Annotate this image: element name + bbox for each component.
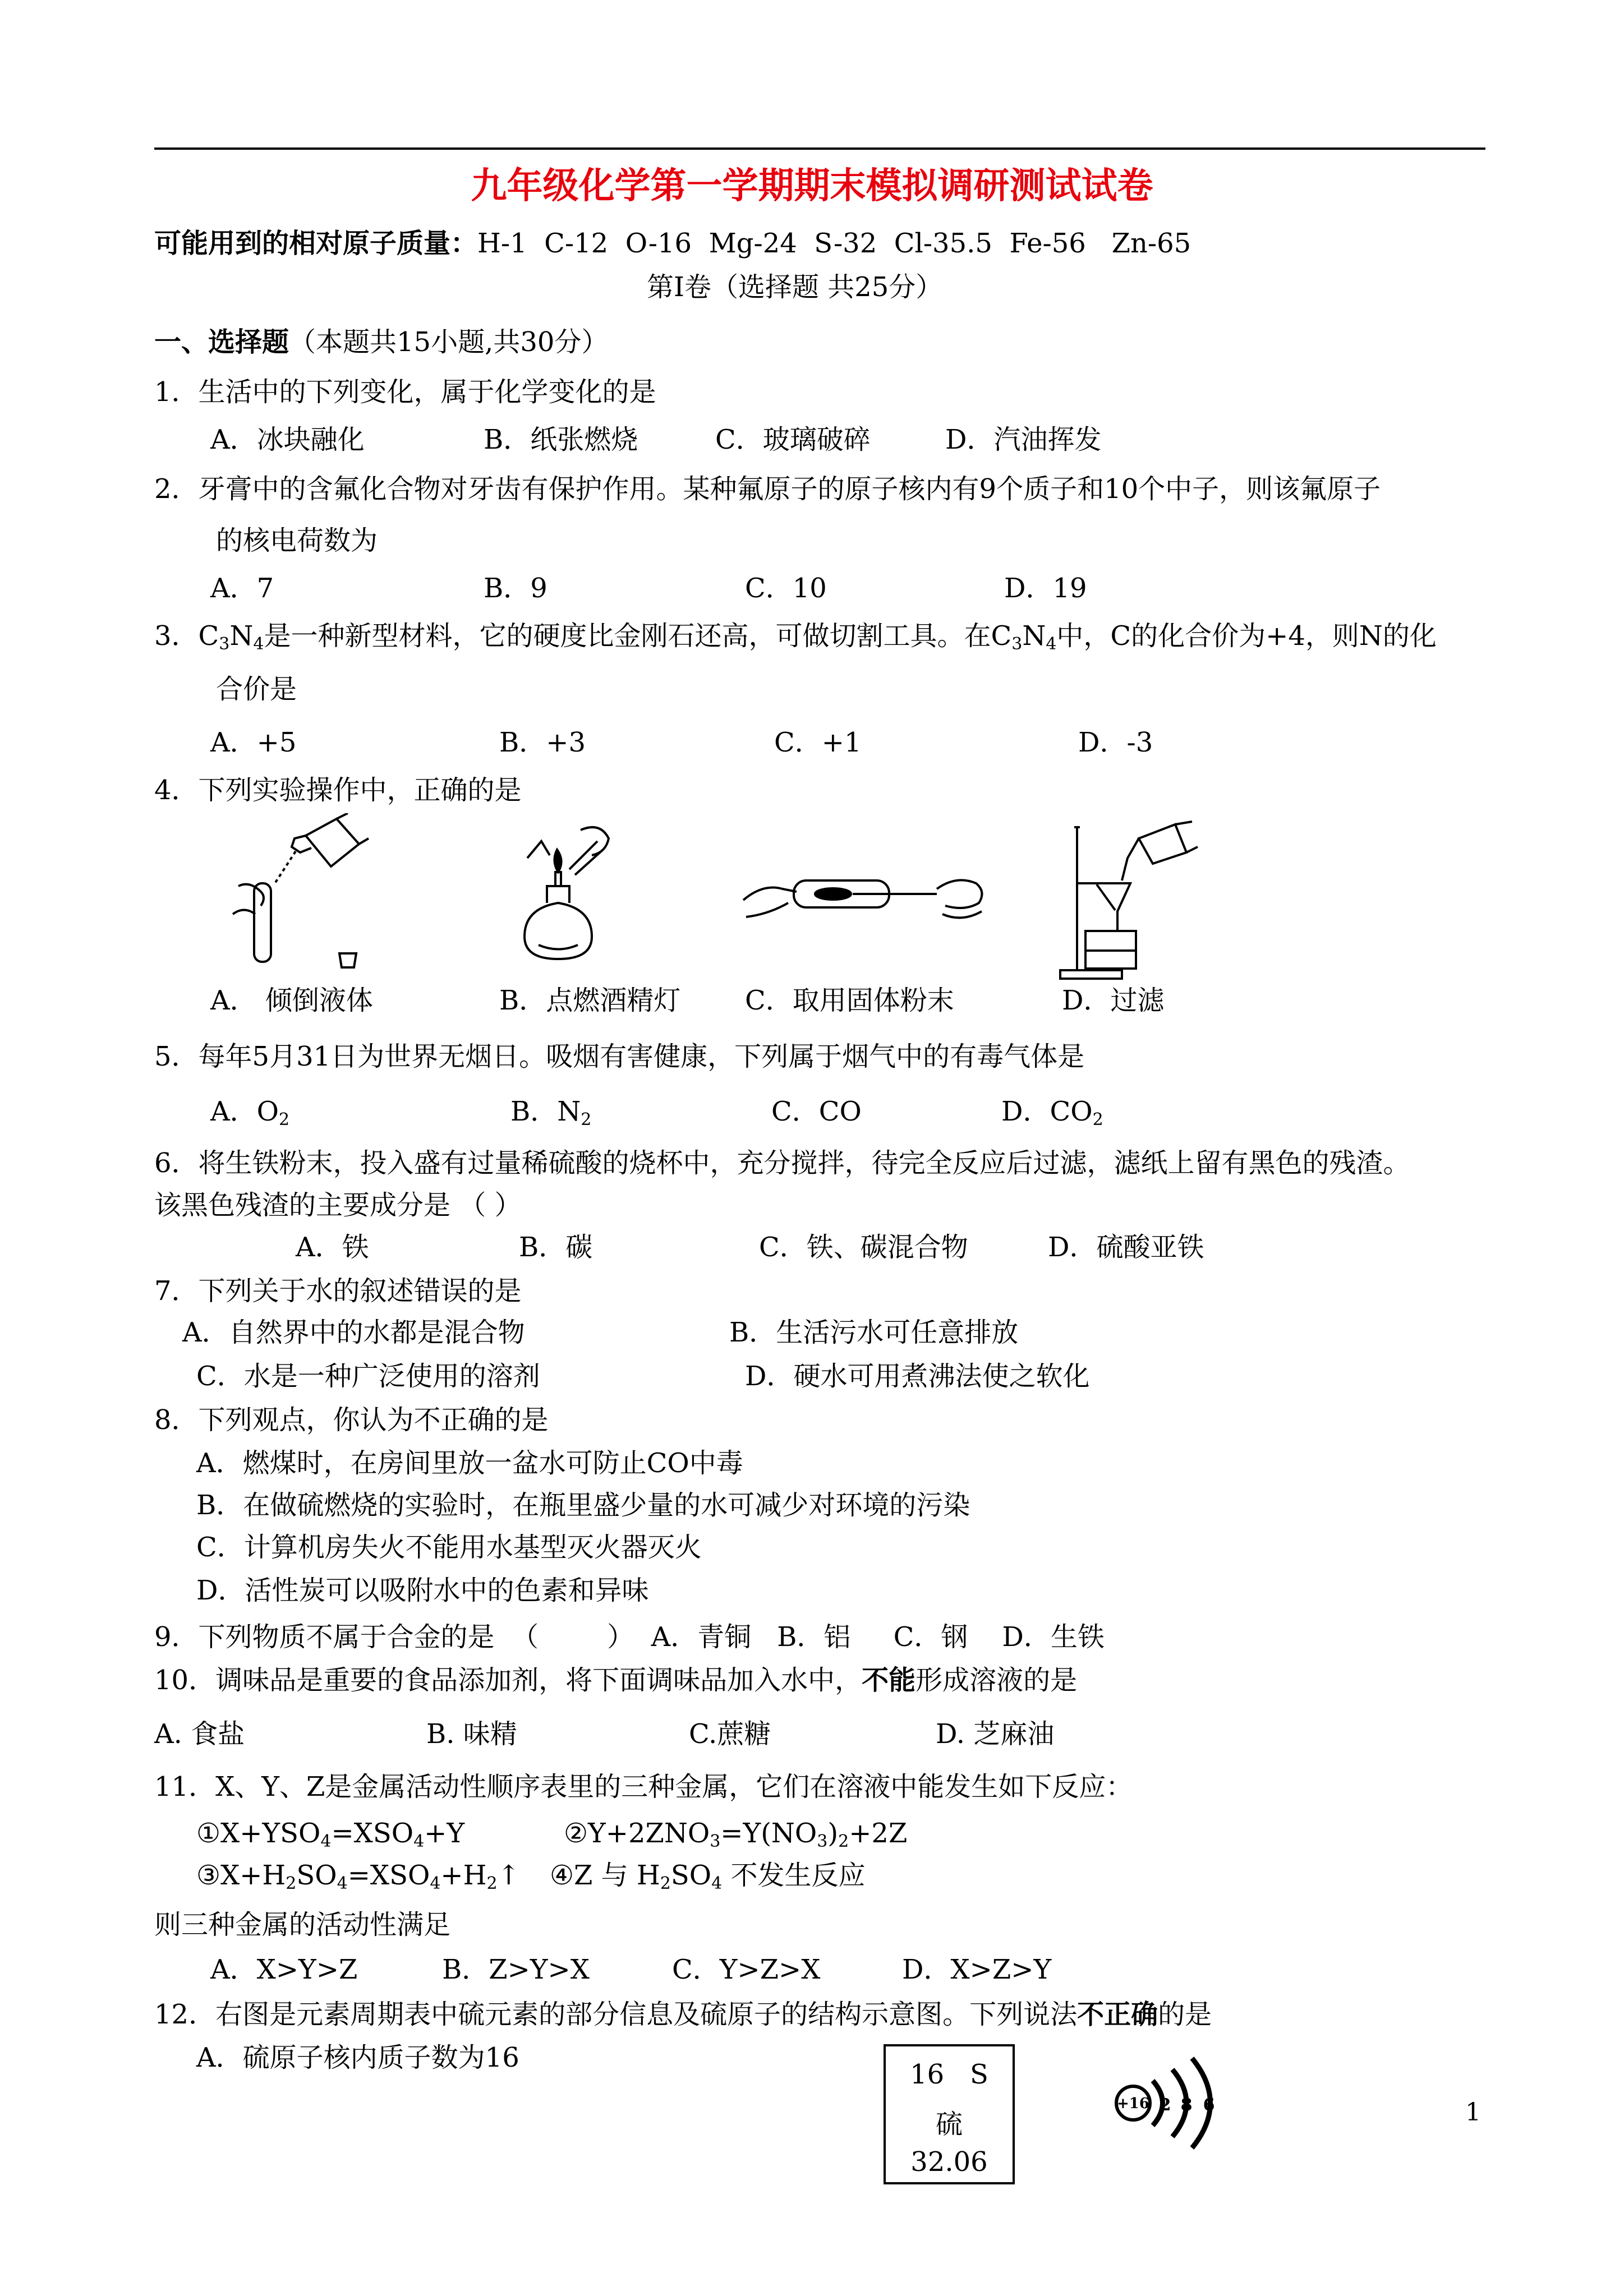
q3-option-b: B．+3 bbox=[499, 727, 586, 758]
atomic-mass-line bbox=[154, 230, 1191, 257]
q2-option-c: C．10 bbox=[745, 573, 827, 604]
section-name: 一、选择题 bbox=[154, 326, 289, 358]
q11-stem: 11．X、Y、Z是金属活动性顺序表里的三种金属，它们在溶液中能发生如下反应： bbox=[154, 1771, 1133, 1802]
q8-option-c: C．计算机房失火不能用水基型灭火器灭火 bbox=[196, 1532, 702, 1563]
q6-stem-line2: 该黑色残渣的主要成分是 （ ） bbox=[154, 1190, 522, 1221]
q3-option-a: A．+5 bbox=[210, 727, 297, 758]
q10-stem-emphasis: 不能 bbox=[862, 1665, 916, 1696]
q2-option-d: D．19 bbox=[1004, 573, 1087, 604]
q12-stem-text-b: 的是 bbox=[1158, 1999, 1212, 2030]
atomic-mass-label: 可能用到的相对原子质量： bbox=[154, 228, 478, 259]
q2-option-b: B．9 bbox=[484, 573, 548, 604]
q8-option-d: D．活性炭可以吸附水中的色素和异味 bbox=[196, 1575, 649, 1606]
q3-number: 3． bbox=[154, 620, 199, 652]
section-heading bbox=[154, 326, 609, 358]
q7-stem: 7．下列关于水的叙述错误的是 bbox=[154, 1275, 522, 1307]
q9-stem: 9．下列物质不属于合金的是 （ ） A．青铜 B．铝 C．钢 D．生铁 bbox=[154, 1621, 1105, 1653]
q10-stem-text-a: 10．调味品是重要的食品添加剂，将下面调味品加入水中， bbox=[154, 1665, 862, 1696]
q1-option-c: C．玻璃破碎 bbox=[715, 424, 871, 455]
q12-stem-emphasis: 不正确 bbox=[1077, 1999, 1158, 2030]
q11-option-a: A．X>Y>Z bbox=[210, 1954, 358, 1985]
filtration-figure bbox=[1055, 816, 1200, 984]
q1-option-d: D．汽油挥发 bbox=[945, 424, 1102, 455]
q7-option-a: A．自然界中的水都是混合物 bbox=[182, 1317, 525, 1348]
q10-option-b: B. 味精 bbox=[426, 1718, 517, 1750]
q4-option-d: D．过滤 bbox=[1062, 985, 1165, 1016]
q4-option-c: C．取用固体粉末 bbox=[745, 985, 954, 1016]
q2-stem-line1: 2．牙膏中的含氟化合物对牙齿有保护作用。某种氟原子的原子核内有9个质子和10个中子，则该氟原子 bbox=[154, 473, 1381, 505]
volume-heading: 第Ⅰ卷（选择题 共25分） bbox=[647, 271, 943, 303]
atomic-mass-values: H-1 C-12 O-16 Mg-24 S-32 Cl-35.5 Fe-56 Zn-65 bbox=[477, 228, 1191, 259]
q3-stem-line2: 合价是 bbox=[216, 674, 297, 705]
q6-option-a: A．铁 bbox=[296, 1232, 369, 1263]
element-name: 硫 bbox=[935, 2109, 963, 2140]
q7-option-b: B．生活污水可任意排放 bbox=[729, 1317, 1019, 1348]
pour-liquid-figure bbox=[222, 813, 373, 976]
q10-option-c: C.蔗糖 bbox=[689, 1718, 771, 1750]
q11-reaction-1: $①X+YSO_4=XSO_4+Y$ bbox=[196, 1818, 465, 1851]
q6-option-d: D．硫酸亚铁 bbox=[1048, 1232, 1204, 1263]
q10-option-d: D. 芝麻油 bbox=[936, 1718, 1055, 1750]
page-number: 1 bbox=[1465, 2098, 1481, 2127]
q3-option-d: D．-3 bbox=[1078, 727, 1153, 758]
q11-reaction-3: $③X+H_2SO_4=XSO_4+H_2↑$ bbox=[196, 1860, 520, 1893]
q2-stem-line2: 的核电荷数为 bbox=[216, 525, 378, 556]
q1-option-b: B．纸张燃烧 bbox=[484, 424, 638, 455]
q8-option-a: A．燃煤时，在房间里放一盆水可防止CO中毒 bbox=[196, 1447, 743, 1479]
q5-option-d: D．$CO_2$ bbox=[1001, 1096, 1103, 1129]
q12-option-a: A．硫原子核内质子数为16 bbox=[196, 2042, 519, 2073]
shell-electrons-1: 2 bbox=[1159, 2095, 1171, 2115]
q12-stem bbox=[154, 2001, 1212, 2028]
q8-option-b: B．在做硫燃烧的实验时，在瓶里盛少量的水可减少对环境的污染 bbox=[196, 1490, 970, 1521]
q11-conclusion: 则三种金属的活动性满足 bbox=[154, 1909, 451, 1940]
q3-stem-text-a: 是一种新型材料，它的硬度比金刚石还高，可做切割工具。在 bbox=[264, 620, 991, 652]
q11-option-b: B．Z>Y>X bbox=[442, 1954, 590, 1985]
q5-stem: 5．每年5月31日为世界无烟日。吸烟有害健康，下列属于烟气中的有毒气体是 bbox=[154, 1041, 1085, 1072]
q12-stem-text-a: 12．右图是元素周期表中硫元素的部分信息及硫原子的结构示意图。下列说法 bbox=[154, 1999, 1078, 2030]
shell-electrons-2: 8 bbox=[1180, 2095, 1193, 2115]
q1-option-a: A．冰块融化 bbox=[210, 424, 365, 455]
q11-option-c: C．Y>Z>X bbox=[672, 1954, 821, 1985]
section-note: （本题共15小题,共30分） bbox=[289, 326, 609, 358]
q5-option-a: A．$O_2$ bbox=[210, 1096, 290, 1129]
q4-option-b: B．点燃酒精灯 bbox=[499, 985, 681, 1016]
q5-option-c: C．CO bbox=[771, 1096, 862, 1127]
q6-option-b: B．碳 bbox=[519, 1232, 593, 1263]
q11-option-d: D．X>Z>Y bbox=[902, 1954, 1052, 1985]
element-mass: 32.06 bbox=[910, 2146, 988, 2178]
light-alcohol-lamp-figure bbox=[502, 819, 614, 967]
q11-reaction-4: ④Z 与 $H_2SO_4$ 不发生反应 bbox=[550, 1860, 866, 1893]
q6-option-c: C．铁、碳混合物 bbox=[759, 1232, 968, 1263]
q3-stem-text-b: 中，C的化合价为+4，则N的化 bbox=[1056, 620, 1437, 652]
sulfur-atom-diagram bbox=[1102, 2050, 1231, 2156]
q6-stem-line1: 6．将生铁粉末，投入盛有过量稀硫酸的烧杯中，充分搅拌，待完全反应后过滤，滤纸上留有黑色的残渣。 bbox=[154, 1147, 1410, 1179]
q4-option-a: A． 倾倒液体 bbox=[210, 985, 373, 1016]
q7-option-c: C．水是一种广泛使用的溶剂 bbox=[196, 1361, 540, 1392]
q7-option-d: D．硬水可用煮沸法使之软化 bbox=[745, 1361, 1090, 1392]
nucleus-charge: +16 bbox=[1117, 2095, 1149, 2112]
q4-stem: 4．下列实验操作中，正确的是 bbox=[154, 774, 522, 806]
sulfur-element-box bbox=[884, 2044, 1015, 2184]
page-title: 九年级化学第一学期期末模拟调研测试试卷 bbox=[471, 165, 1153, 207]
q3-formula-1: $C_3N_4$ bbox=[198, 620, 264, 654]
q10-option-a: A. 食盐 bbox=[154, 1718, 245, 1750]
q3-formula-2: $C_3N_4$ bbox=[991, 620, 1057, 654]
header-rule bbox=[154, 147, 1485, 150]
take-solid-powder-figure bbox=[740, 850, 987, 939]
q8-stem: 8．下列观点，你认为不正确的是 bbox=[154, 1404, 549, 1436]
q10-stem bbox=[154, 1667, 1077, 1694]
q1-stem: 1．生活中的下列变化，属于化学变化的是 bbox=[154, 376, 656, 408]
q3-stem-line1 bbox=[154, 620, 1437, 654]
shell-electrons-3: 6 bbox=[1203, 2095, 1215, 2115]
element-number-symbol: 16 S bbox=[910, 2059, 988, 2090]
q5-option-b: B．$N_2$ bbox=[510, 1096, 592, 1129]
q11-reaction-2: $②Y+2ZNO_3=Y(NO_3)_2+2Z$ bbox=[564, 1818, 908, 1851]
q10-stem-text-b: 形成溶液的是 bbox=[915, 1665, 1078, 1696]
q2-option-a: A．7 bbox=[210, 573, 274, 604]
q3-option-c: C．+1 bbox=[774, 727, 862, 758]
